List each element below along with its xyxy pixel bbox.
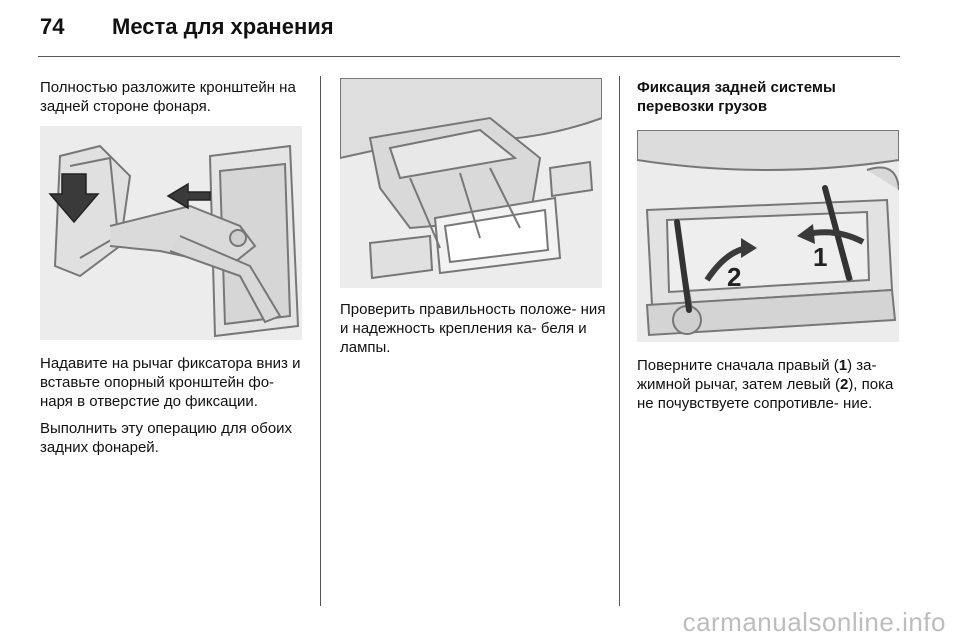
figure-locking-levers: [637, 130, 899, 342]
column-3: [637, 78, 905, 421]
turn-text-part-a: Поверните сначала правый (: [637, 357, 839, 374]
header-divider: [38, 56, 900, 57]
figure-license-plate-holder: [340, 78, 602, 288]
turn-text-part-b: ) за- жимной рычаг, затем левый (: [637, 357, 877, 393]
callout-ref-2: 2: [839, 376, 849, 393]
lever-instruction: Надавите на рычаг фиксатора вниз и вставьте опорный кронштейн фо- наря в отверстие до фиксации.: [40, 355, 301, 410]
page-number: 74: [40, 14, 65, 39]
figure-bracket-lever: [40, 126, 302, 340]
callout-ref-1: 1: [838, 357, 848, 374]
column-1: [40, 78, 308, 465]
intro-text: Полностью разложите кронштейн на задней стороне фонаря.: [40, 79, 296, 115]
both-lights-note: Выполнить эту операцию для обоих задних фонарей.: [40, 420, 293, 456]
page-title: Места для хранения: [112, 14, 334, 39]
turn-levers-text: [637, 356, 905, 413]
turn-text-part-c: ), пока не почувствуете сопротивле- ние.: [637, 376, 894, 412]
column-2: [340, 78, 606, 365]
column-divider-1: [320, 76, 321, 606]
check-position-text: Проверить правильность положе- ния и надежность крепления ка- беля и лампы.: [340, 301, 606, 356]
watermark: carmanualsonline.info: [682, 607, 946, 637]
section-heading: Фиксация задней системы перевозки грузов: [637, 79, 836, 115]
figure-callout-1: 1: [813, 242, 828, 272]
figure-callout-2: 2: [727, 262, 742, 292]
column-divider-2: [619, 76, 620, 606]
